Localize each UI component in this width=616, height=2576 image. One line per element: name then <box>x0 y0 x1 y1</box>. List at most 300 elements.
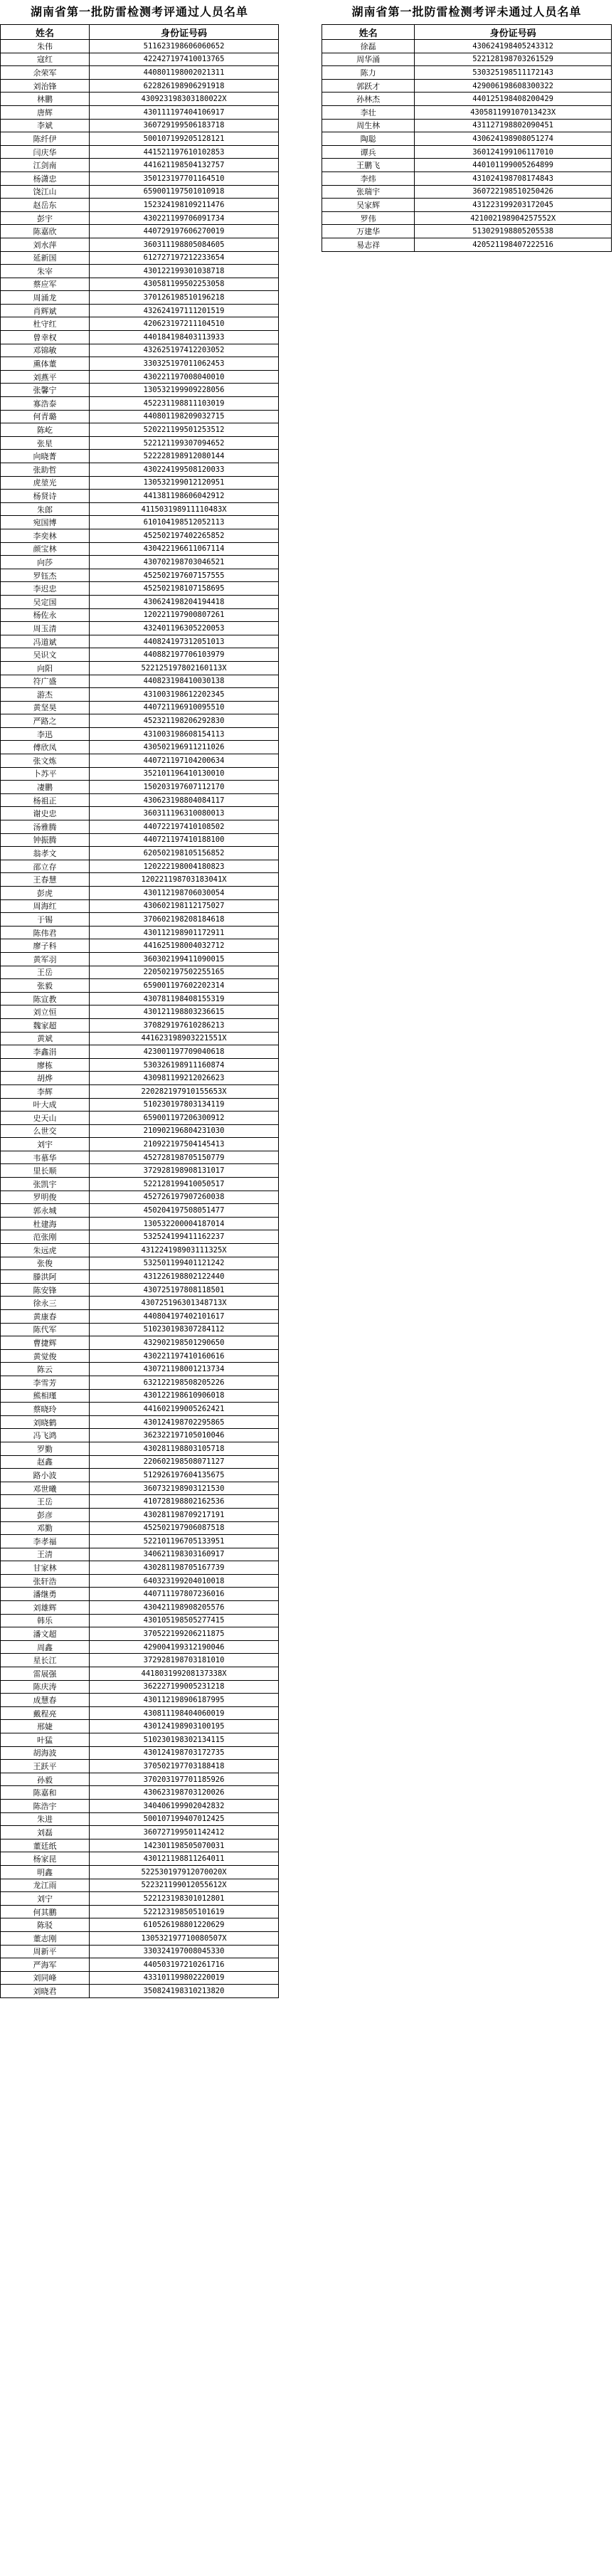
table-row <box>1 1191 279 1204</box>
table-row <box>1 688 279 702</box>
table-row <box>1 1310 279 1324</box>
id-number: 440882197706103979 <box>90 648 279 662</box>
person-name: 邓锦敏 <box>1 344 90 357</box>
table-row <box>322 145 612 159</box>
id-number: 441625198004032712 <box>90 939 279 953</box>
id-column-header: 身份证号码 <box>90 25 279 40</box>
table-row <box>1 1733 279 1747</box>
person-name: 星长江 <box>1 1654 90 1667</box>
id-number: 431224198903111325X <box>90 1244 279 1257</box>
id-number: 421002198904257552X <box>415 211 612 225</box>
table-row <box>1 1535 279 1548</box>
table-row <box>1 278 279 291</box>
id-number: 452502197607157555 <box>90 569 279 582</box>
id-number: 430923198303180022X <box>90 93 279 106</box>
person-name: 虎堃光 <box>1 476 90 490</box>
table-row <box>1 476 279 490</box>
id-number: 430281198709217191 <box>90 1508 279 1521</box>
id-number: 360302199411090015 <box>90 952 279 966</box>
person-name: 黄斌 <box>1 1032 90 1045</box>
person-name: 邵立存 <box>1 860 90 873</box>
person-name: 罗勤 <box>1 1442 90 1455</box>
person-name: 杨祖正 <box>1 793 90 807</box>
id-number: 440711197807236016 <box>90 1588 279 1601</box>
person-name: 刘磊 <box>1 1826 90 1839</box>
passed-list-title: 湖南省第一批防雷检测考评通过人员名单 <box>30 5 248 19</box>
person-name: 王岳 <box>1 966 90 979</box>
person-name: 赵鑫 <box>1 1455 90 1469</box>
person-name: 熏体董 <box>1 357 90 371</box>
id-number: 440729197606270019 <box>90 225 279 238</box>
id-number: 440801198209032715 <box>90 410 279 423</box>
id-number: 362227199005231218 <box>90 1680 279 1694</box>
person-name: 蔡应军 <box>1 278 90 291</box>
id-number: 500107199205128121 <box>90 132 279 146</box>
person-name: 陈纤伊 <box>1 132 90 146</box>
table-row <box>1 1601 279 1615</box>
table-row <box>1 1217 279 1230</box>
person-name: 邓世曦 <box>1 1482 90 1495</box>
id-number: 610526198801220629 <box>90 1918 279 1932</box>
table-row <box>1 384 279 397</box>
id-number: 431003198608154113 <box>90 727 279 741</box>
person-name: 何其鹏 <box>1 1905 90 1918</box>
person-name: 余荣军 <box>1 66 90 80</box>
table-row <box>1 833 279 847</box>
person-name: 朱进 <box>1 1812 90 1826</box>
table-row <box>1 410 279 423</box>
table-row <box>1 211 279 225</box>
table-row <box>1 1654 279 1667</box>
id-number: 452726197907260038 <box>90 1191 279 1204</box>
id-number: 452502197906087518 <box>90 1521 279 1535</box>
id-number: 430105198505277415 <box>90 1614 279 1627</box>
id-number: 330325197011062453 <box>90 357 279 371</box>
person-name: 吴定国 <box>1 595 90 608</box>
table-row <box>1 357 279 371</box>
table-row <box>322 225 612 238</box>
table-row <box>1 93 279 106</box>
id-number: 430624198405243312 <box>415 40 612 53</box>
id-number: 430502196911211026 <box>90 741 279 754</box>
id-number: 430981199212026623 <box>90 1072 279 1085</box>
table-row <box>1 887 279 900</box>
id-number: 513029198805205538 <box>415 225 612 238</box>
table-row <box>1 1138 279 1151</box>
passed-list-body <box>1 40 279 1998</box>
table-row <box>1 1905 279 1918</box>
id-number: 430623198703120026 <box>90 1786 279 1800</box>
id-number: 640323199204010018 <box>90 1574 279 1588</box>
person-name: 刘宇 <box>1 1138 90 1151</box>
table-row <box>322 132 612 146</box>
table-row <box>1 569 279 582</box>
id-number: 522530197912070020X <box>90 1865 279 1879</box>
person-name: 李炜 <box>322 171 415 185</box>
person-name: 王春慧 <box>1 873 90 887</box>
id-number: 430112198901172911 <box>90 926 279 939</box>
failed-list-title: 湖南省第一批防雷检测考评未通过人员名单 <box>351 5 582 19</box>
table-row <box>1 952 279 966</box>
person-name: 江剑南 <box>1 159 90 172</box>
id-number: 500107199407012425 <box>90 1812 279 1826</box>
id-number: 512926197604135675 <box>90 1469 279 1482</box>
table-row <box>1 171 279 185</box>
person-name: 陈嘉欣 <box>1 225 90 238</box>
table-row <box>1 1084 279 1098</box>
person-name: 熊相瑾 <box>1 1389 90 1403</box>
id-number: 330324197008045330 <box>90 1945 279 1958</box>
table-row <box>1 1389 279 1403</box>
table-row <box>1 490 279 503</box>
person-name: 杨家昆 <box>1 1852 90 1866</box>
person-name: 翁孝文 <box>1 847 90 860</box>
id-number: 620502198105156852 <box>90 847 279 860</box>
table-row <box>1 1124 279 1138</box>
id-number: 150203197607112170 <box>90 781 279 794</box>
table-row <box>1 1892 279 1906</box>
person-name: 韩乐 <box>1 1614 90 1627</box>
id-number: 522228198912080144 <box>90 450 279 463</box>
table-row <box>1 1720 279 1733</box>
table-row <box>1 225 279 238</box>
table-row <box>1 436 279 450</box>
table-row <box>1 1826 279 1839</box>
person-name: 叶大成 <box>1 1098 90 1112</box>
person-name: 吴识文 <box>1 648 90 662</box>
id-number: 530325198511172143 <box>415 66 612 80</box>
id-number: 360732198903121530 <box>90 1482 279 1495</box>
id-number: 430221197008040010 <box>90 370 279 384</box>
table-row <box>322 79 612 93</box>
passed-list-section <box>0 0 279 1998</box>
table-row <box>1 1985 279 1998</box>
person-name: 成慧春 <box>1 1694 90 1707</box>
table-row <box>1 331 279 344</box>
person-name: 杨佐永 <box>1 608 90 622</box>
person-name: 曾幸权 <box>1 331 90 344</box>
table-row <box>1 1032 279 1045</box>
name-column-header: 姓名 <box>1 25 90 40</box>
person-name: 龙江雨 <box>1 1879 90 1892</box>
table-row <box>1 847 279 860</box>
person-name: 曹捷辉 <box>1 1336 90 1350</box>
person-name: 饶江山 <box>1 185 90 199</box>
id-number: 120221197900807261 <box>90 608 279 622</box>
table-row <box>1 582 279 596</box>
id-number: 430224199508120033 <box>90 463 279 477</box>
person-name: 潘继勇 <box>1 1588 90 1601</box>
id-number: 511623198606060652 <box>90 40 279 53</box>
table-row <box>1 1521 279 1535</box>
table-row <box>1 1058 279 1072</box>
id-number: 120221198703183041X <box>90 873 279 887</box>
table-row <box>1 754 279 768</box>
person-name: 甘家林 <box>1 1561 90 1575</box>
id-number: 370126198510196218 <box>90 291 279 305</box>
table-row <box>1 119 279 132</box>
table-row <box>1 1098 279 1112</box>
table-row <box>1 939 279 953</box>
person-name: 明鑫 <box>1 1865 90 1879</box>
person-name: 周华涌 <box>322 53 415 66</box>
person-name: 周海红 <box>1 899 90 913</box>
person-name: 陈庆涛 <box>1 1680 90 1694</box>
id-number: 370522199206211875 <box>90 1627 279 1641</box>
person-name: 么世交 <box>1 1124 90 1138</box>
person-name: 向莎 <box>1 556 90 569</box>
person-name: 郭永城 <box>1 1204 90 1218</box>
table-row <box>1 66 279 80</box>
table-row <box>1 1376 279 1389</box>
id-number: 440721197410188100 <box>90 833 279 847</box>
table-row <box>1 1442 279 1455</box>
table-row <box>1 79 279 93</box>
id-number: 130532200004187014 <box>90 1217 279 1230</box>
table-row <box>322 199 612 212</box>
table-row <box>322 238 612 251</box>
person-name: 周鑫 <box>1 1640 90 1654</box>
table-row <box>1 40 279 53</box>
id-number: 429006198608300322 <box>415 79 612 93</box>
person-name: 王岳 <box>1 1495 90 1509</box>
id-number: 430725197808118501 <box>90 1283 279 1297</box>
id-number: 372928198703181010 <box>90 1654 279 1667</box>
id-number: 432401196305220053 <box>90 622 279 635</box>
person-name: 陈力 <box>322 66 415 80</box>
id-number: 220282197910155653X <box>90 1084 279 1098</box>
person-name: 王跃平 <box>1 1760 90 1773</box>
person-name: 寡浩泰 <box>1 397 90 411</box>
table-row <box>1 1640 279 1654</box>
id-number: 440184198403113933 <box>90 331 279 344</box>
person-name: 李雪芳 <box>1 1376 90 1389</box>
person-name: 王清 <box>1 1548 90 1561</box>
table-row <box>1 1297 279 1310</box>
table-row <box>1 926 279 939</box>
person-name: 颜宝林 <box>1 542 90 556</box>
failed-list-table <box>322 24 612 252</box>
person-name: 陈代军 <box>1 1323 90 1336</box>
person-name: 张毅 <box>1 979 90 993</box>
person-name: 严路之 <box>1 714 90 728</box>
table-row <box>322 40 612 53</box>
table-row <box>1 767 279 781</box>
id-number: 210922197504145413 <box>90 1138 279 1151</box>
person-name: 徐磊 <box>322 40 415 53</box>
person-name: 李斌 <box>1 119 90 132</box>
person-name: 寇红 <box>1 53 90 66</box>
table-row <box>1 781 279 794</box>
id-number: 420623197211104510 <box>90 317 279 331</box>
id-number: 430281198705167739 <box>90 1561 279 1575</box>
person-name: 廖栋 <box>1 1058 90 1072</box>
table-row <box>1 344 279 357</box>
id-number: 210902196804231030 <box>90 1124 279 1138</box>
id-number: 440824197312051013 <box>90 635 279 648</box>
table-row <box>1 1508 279 1521</box>
person-name: 徐永三 <box>1 1297 90 1310</box>
person-name: 冯道斌 <box>1 635 90 648</box>
person-name: 黄坚昊 <box>1 701 90 714</box>
id-number: 440101199005264899 <box>415 159 612 172</box>
table-row <box>1 1746 279 1760</box>
person-name: 陈安锋 <box>1 1283 90 1297</box>
person-name: 刘同峰 <box>1 1971 90 1985</box>
id-number: 430124198903100195 <box>90 1720 279 1733</box>
id-number: 430702198703046521 <box>90 556 279 569</box>
person-name: 范张刚 <box>1 1230 90 1244</box>
person-name: 吴家辉 <box>322 199 415 212</box>
table-row <box>322 119 612 132</box>
table-header-row <box>1 25 279 40</box>
id-number: 431127198802090451 <box>415 119 612 132</box>
table-row <box>1 291 279 305</box>
person-name: 戴程亮 <box>1 1706 90 1720</box>
table-row <box>1 1230 279 1244</box>
id-number: 510230197803134119 <box>90 1098 279 1112</box>
table-row <box>1 463 279 477</box>
table-row <box>1 899 279 913</box>
table-row <box>322 105 612 119</box>
id-number: 450204197508051477 <box>90 1204 279 1218</box>
person-name: 周涌龙 <box>1 291 90 305</box>
person-name: 朱远虎 <box>1 1244 90 1257</box>
table-row <box>1 370 279 384</box>
id-number: 130532199909228056 <box>90 384 279 397</box>
id-number: 440721196910095510 <box>90 701 279 714</box>
person-name: 卜苏平 <box>1 767 90 781</box>
id-number: 522123198301012801 <box>90 1892 279 1906</box>
person-name: 陶聪 <box>322 132 415 146</box>
table-row <box>1 1151 279 1164</box>
table-row <box>1 1270 279 1284</box>
table-row <box>1 966 279 979</box>
id-number: 120222198004180823 <box>90 860 279 873</box>
table-row <box>322 171 612 185</box>
id-number: 422427197410013765 <box>90 53 279 66</box>
id-number: 430781198408155319 <box>90 992 279 1005</box>
person-name: 黄军羽 <box>1 952 90 966</box>
person-name: 邓勤 <box>1 1521 90 1535</box>
table-row <box>1 1945 279 1958</box>
id-number: 430124198703172735 <box>90 1746 279 1760</box>
id-number: 370602198208184618 <box>90 913 279 927</box>
id-number: 610104198512052113 <box>90 516 279 529</box>
person-name: 张凯宇 <box>1 1178 90 1191</box>
id-number: 360311198805084605 <box>90 238 279 251</box>
table-row <box>1 1574 279 1588</box>
id-number: 430221199706091734 <box>90 211 279 225</box>
id-number: 430623198804084117 <box>90 793 279 807</box>
table-row <box>1 1812 279 1826</box>
id-number: 130532199012120951 <box>90 476 279 490</box>
person-name: 冯飞鸿 <box>1 1429 90 1442</box>
person-name: 李壮 <box>322 105 415 119</box>
person-name: 邢婕 <box>1 1720 90 1733</box>
table-row <box>1 1931 279 1945</box>
person-name: 胡海波 <box>1 1746 90 1760</box>
table-row <box>1 1548 279 1561</box>
person-name: 闫庆华 <box>1 145 90 159</box>
id-number: 452728198705150779 <box>90 1151 279 1164</box>
person-name: 万建华 <box>322 225 415 238</box>
id-number: 430121198811264011 <box>90 1852 279 1866</box>
person-name: 陈驳 <box>1 1918 90 1932</box>
id-number: 370203197701185926 <box>90 1773 279 1786</box>
table-row <box>1 873 279 887</box>
person-name: 符广盛 <box>1 675 90 688</box>
table-row <box>1 1971 279 1985</box>
id-number: 440503197210261716 <box>90 1958 279 1972</box>
person-name: 魏家超 <box>1 1018 90 1032</box>
id-number: 441803199208137338X <box>90 1667 279 1681</box>
person-name: 刘立恒 <box>1 1005 90 1019</box>
table-row <box>1 1164 279 1178</box>
person-name: 严海军 <box>1 1958 90 1972</box>
id-number: 510230198307284112 <box>90 1323 279 1336</box>
id-number: 510230198302134115 <box>90 1733 279 1747</box>
table-row <box>1 53 279 66</box>
person-name: 张轩浩 <box>1 1574 90 1588</box>
id-number: 522123198505101619 <box>90 1905 279 1918</box>
person-name: 刘晓鹤 <box>1 1415 90 1429</box>
id-number: 522121199307094652 <box>90 436 279 450</box>
id-number: 441621198504132757 <box>90 159 279 172</box>
id-number: 350123197701164510 <box>90 171 279 185</box>
table-row <box>1 502 279 516</box>
table-row <box>1 1879 279 1892</box>
table-row <box>1 1455 279 1469</box>
id-number: 352101196410130010 <box>90 767 279 781</box>
person-name: 张瑞宇 <box>322 185 415 199</box>
id-column-header: 身份证号码 <box>415 25 612 40</box>
table-row <box>1 1018 279 1032</box>
id-number: 430581199107013423X <box>415 105 612 119</box>
table-row <box>1 727 279 741</box>
table-row <box>1 542 279 556</box>
table-row <box>1 1958 279 1972</box>
person-name: 李迅 <box>1 727 90 741</box>
person-name: 廖子科 <box>1 939 90 953</box>
id-number: 440721197104200634 <box>90 754 279 768</box>
id-number: 372928198908131017 <box>90 1164 279 1178</box>
id-number: 431024198708174843 <box>415 171 612 185</box>
id-number: 430281198803105718 <box>90 1442 279 1455</box>
person-name: 刘治锋 <box>1 79 90 93</box>
person-name: 陈宣教 <box>1 992 90 1005</box>
id-number: 452231198811103019 <box>90 397 279 411</box>
id-number: 659001197602202314 <box>90 979 279 993</box>
person-name: 周生林 <box>322 119 415 132</box>
person-name: 林鹏 <box>1 93 90 106</box>
id-number: 430221197410160616 <box>90 1349 279 1363</box>
person-name: 于锡 <box>1 913 90 927</box>
person-name: 周新平 <box>1 1945 90 1958</box>
person-name: 李鑫涓 <box>1 1045 90 1059</box>
id-number: 431003198612202345 <box>90 688 279 702</box>
table-row <box>1 1178 279 1191</box>
id-number: 432625197412203052 <box>90 344 279 357</box>
person-name: 陈浩宇 <box>1 1799 90 1812</box>
person-name: 周玉清 <box>1 622 90 635</box>
id-number: 659001197206300912 <box>90 1112 279 1125</box>
table-row <box>1 1852 279 1866</box>
table-row <box>1 635 279 648</box>
table-row <box>1 714 279 728</box>
table-row <box>1 1415 279 1429</box>
person-name: 董廷纸 <box>1 1839 90 1852</box>
